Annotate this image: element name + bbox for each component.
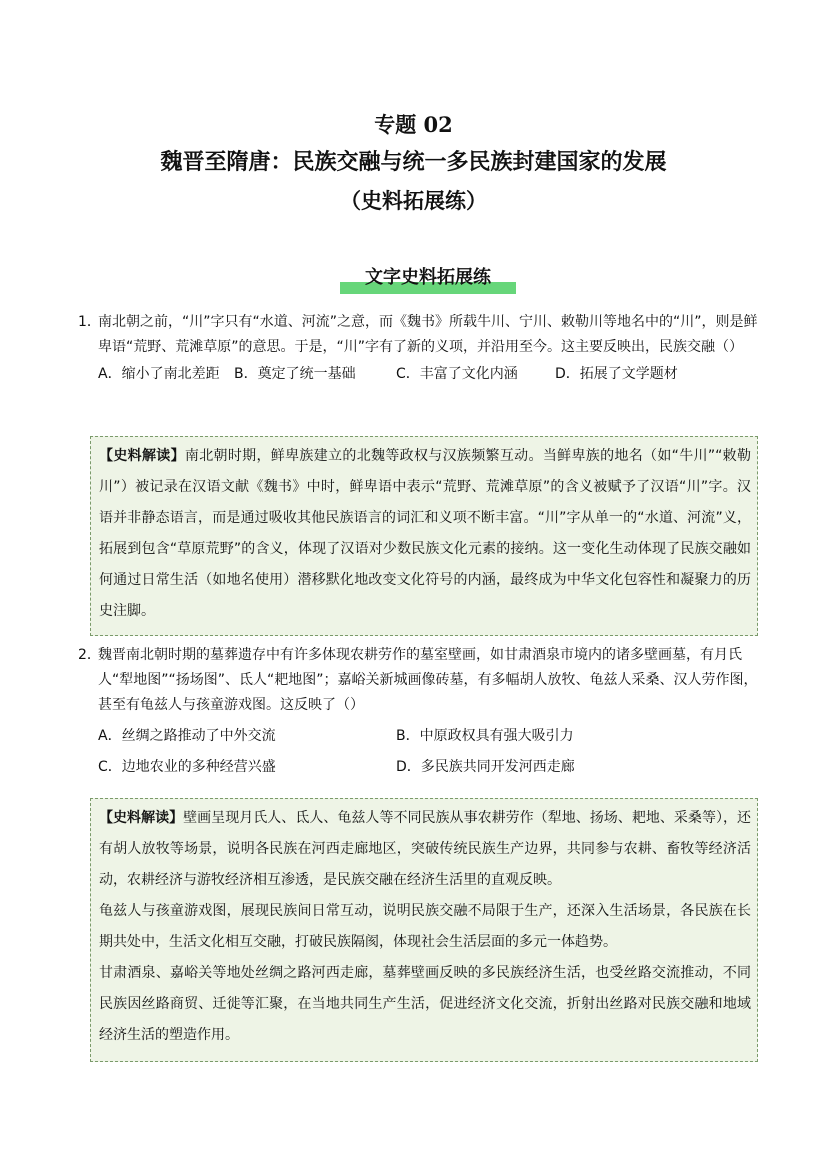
page-subtitle: （史料拓展练） [340, 188, 487, 213]
question-stem: 魏晋南北朝时期的墓葬遗存中有许多体现农耕劳作的墓室壁画，如甘肃酒泉市境内的诸多壁画墓，有月氏人“犁地图”“扬场图”、氐人“耙地图”；嘉峪关新城画像砖墓，有多幅胡人放牧、龟兹人采桑、汉人劳作图，甚至有龟兹人与孩童游戏图。这反映了（） [98, 647, 758, 713]
page-title: 魏晋至隋唐：民族交融与统一多民族封建国家的发展 [160, 149, 667, 175]
section-heading [340, 264, 516, 294]
analysis-box-2 [90, 798, 758, 1062]
question-stem: 南北朝之前，“川”字只有“水道、河流”之意，而《魏书》所载牛川、宁川、敕勒川等地名中的“川”，则是鲜卑语“荒野、荒滩草原”的意思。于是，“川”字有了新的义项，并沿用至今。这主要反映出，民族交融（） [98, 314, 758, 355]
question-number: 1． [78, 314, 101, 330]
analysis-paragraph: 龟兹人与孩童游戏图，展现民族间日常互动，说明民族交融不局限于生产，还深入生活场景，各民族在长期共处中，生活文化相互交融，打破民族隔阂，体现社会生活层面的多元一体趋势。 [99, 903, 751, 950]
section-heading-text: 文字史料拓展练 [365, 267, 491, 288]
analysis-text: 南北朝时期，鲜卑族建立的北魏等政权与汉族频繁互动。当鲜卑族的地名（如“牛川”“敕勒川”）被记录在汉语文献《魏书》中时，鲜卑语中表示“荒野、荒滩草原”的含义被赋予了汉语“川”字。汉语并非静态语言，而是通过吸收其他民族语言的词汇和义项不断丰富。“川”字从单一的“水道、河流”义，拓展到包含“草原荒野”的含义，体现了汉语对少数民族文化元素的接纳。这一变化生动体现了民族交融如何通过日常生活（如地名使用）潜移默化地改变文化符号的内涵，最终成为中华文化包容性和凝聚力的历史注脚。 [99, 448, 751, 619]
options-row [98, 751, 758, 783]
analysis-label: 【史料解读】 [99, 448, 185, 464]
analysis-box-1 [90, 436, 758, 636]
option-d[interactable]: D．拓展了文学题材 [555, 366, 678, 382]
option-a[interactable]: A．丝绸之路推动了中外交流 [98, 728, 276, 744]
option-b[interactable]: B．中原政权具有强大吸引力 [396, 728, 574, 744]
options-row [98, 718, 758, 751]
option-c[interactable]: C．丰富了文化内涵 [396, 366, 518, 382]
question-number: 2． [78, 647, 101, 663]
topic-number: 专题 02 [374, 112, 453, 137]
question-2 [78, 643, 758, 783]
options-row [98, 360, 758, 387]
question-1 [78, 310, 758, 387]
analysis-paragraph: 壁画呈现月氏人、氐人、龟兹人等不同民族从事农耕劳作（犁地、扬场、耙地、采桑等），还有胡人放牧等场景，说明各民族在河西走廊地区，突破传统民族生产边界，共同参与农耕、畜牧等经济活动，农耕经济与游牧经济相互渗透，是民族交融在经济生活里的直观反映。 [99, 810, 752, 888]
option-d[interactable]: D．多民族共同开发河西走廊 [396, 759, 575, 775]
analysis-label: 【史料解读】 [99, 810, 184, 826]
analysis-paragraph: 甘肃酒泉、嘉峪关等地处丝绸之路河西走廊，墓葬壁画反映的多民族经济生活，也受丝路交流推动，不同民族因丝路商贸、迁徙等汇聚，在当地共同生产生活，促进经济文化交流，折射出丝路对民族交融和地域经济生活的塑造作用。 [99, 965, 751, 1043]
option-b[interactable]: B．奠定了统一基础 [234, 366, 356, 382]
title-block [0, 108, 827, 220]
option-a[interactable]: A．缩小了南北差距 [98, 366, 220, 382]
option-c[interactable]: C．边地农业的多种经营兴盛 [98, 759, 276, 775]
